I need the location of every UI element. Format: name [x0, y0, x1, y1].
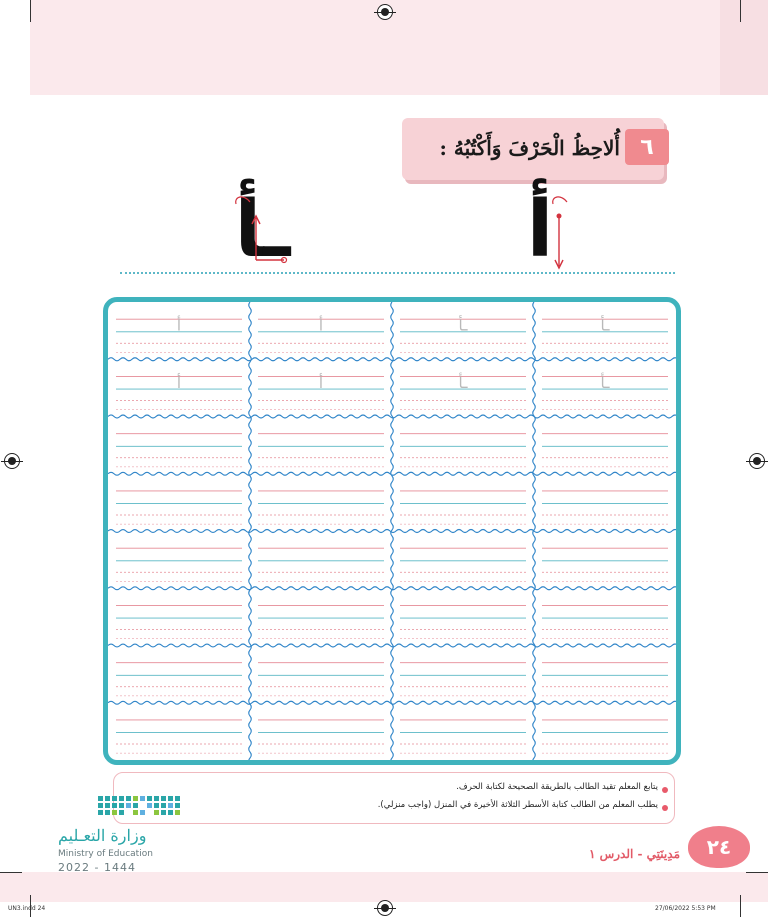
bullet-icon	[662, 805, 668, 811]
teacher-notes-box	[113, 772, 675, 824]
guide-letter: أ	[318, 316, 324, 335]
column-divider-wave	[249, 302, 252, 760]
exercise-instruction: أُلاحِظُ الْحَرْفَ وَأَكْتُبُهُ :	[439, 136, 620, 160]
print-slug-datetime: 27/06/2022 5:53 PM	[655, 905, 716, 912]
guide-letter: ـأ	[600, 316, 610, 335]
print-slug-file: UN3.indd 24	[8, 905, 46, 912]
ministry-name-arabic: وزارة التعـليم	[58, 826, 147, 845]
exercise-number: ٦	[625, 129, 669, 165]
column-divider-wave	[391, 302, 394, 760]
crop-mark	[740, 0, 741, 22]
teacher-note: يتابع المعلم تقيد الطالب بالطريقة الصحيحة لكتابة الحرف.	[456, 782, 658, 792]
registration-mark-icon	[377, 900, 393, 916]
guide-letter: أ	[176, 316, 182, 335]
bottom-decorative-band	[0, 872, 768, 902]
registration-mark-icon	[749, 453, 765, 469]
lesson-title: مَدِينَتِي - الدرس ١	[588, 847, 680, 861]
model-letter-connected: ـأ	[234, 185, 291, 275]
guide-letter: ـأ	[458, 373, 468, 392]
bullet-icon	[662, 787, 668, 793]
stroke-order-arrow-icon	[228, 190, 290, 272]
crop-mark	[740, 895, 741, 917]
academic-year: 2022 - 1444	[58, 861, 136, 874]
top-decorative-band-edge	[720, 0, 768, 95]
crop-mark	[0, 872, 22, 873]
baseline-dotted-line	[120, 272, 675, 274]
ministry-name-english: Ministry of Education	[58, 849, 153, 859]
ministry-logo-icon	[98, 792, 184, 822]
crop-mark	[30, 0, 31, 22]
teacher-note: يطلب المعلم من الطالب كتابة الأسطر الثلاثة الأخيرة في المنزل (واجب منزلي).	[377, 800, 658, 810]
registration-mark-icon	[377, 4, 393, 20]
guide-letter: أ	[318, 373, 324, 392]
page-number: ٢٤	[688, 826, 750, 868]
guide-letter: أ	[176, 373, 182, 392]
row-divider-wave	[108, 358, 676, 361]
top-decorative-band	[30, 0, 768, 95]
crop-mark	[746, 872, 768, 873]
guide-letter: ـأ	[600, 373, 610, 392]
writing-grid	[108, 302, 676, 760]
model-letter-isolated: أ	[526, 185, 554, 275]
stroke-order-arrow-icon	[545, 190, 575, 272]
guide-letter: ـأ	[458, 316, 468, 335]
row-divider-wave	[108, 472, 676, 475]
registration-mark-icon	[4, 453, 20, 469]
